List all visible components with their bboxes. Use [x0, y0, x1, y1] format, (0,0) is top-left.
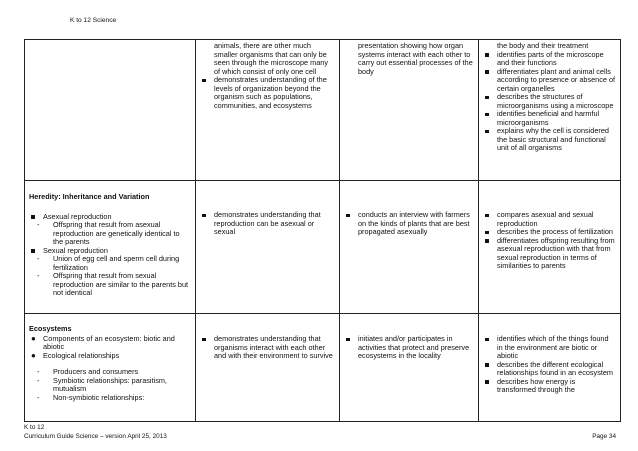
bullet-icon: [485, 96, 489, 100]
list-item: Asexual reproduction: [29, 213, 191, 222]
bullet-icon: [202, 79, 206, 83]
section-title: Heredity: Inheritance and Variation: [29, 192, 150, 201]
footer-label: K to 12: [24, 424, 45, 431]
list-item: differentiates offspring resulting from asexual reproduction with that from sexual reproduction in terms of similarities to parents: [483, 237, 616, 271]
bullet-icon: [485, 53, 489, 57]
table-row: [25, 40, 621, 181]
bullet-icon: [202, 214, 206, 218]
list-item: describes how energy is transformed through the: [483, 378, 616, 395]
footer-version: Curriculum Guide Science – version April 25, 2013: [24, 433, 167, 440]
content-cell: [25, 181, 196, 314]
bullet-icon: [485, 130, 489, 134]
list-item: explains why the cell is considered the basic structural and functional unit of all organisms: [483, 127, 616, 153]
bullet-icon: [485, 214, 489, 218]
learning-competency-cell: [479, 314, 621, 422]
list-item: - Offspring that result from sexual reproduction are similar to the parents but not identical: [37, 271, 189, 297]
bullet-icon: [31, 215, 35, 219]
content-cell: [25, 40, 196, 181]
list-item: describes the process of fertilization: [483, 228, 616, 237]
list-item: - Union of egg cell and sperm cell during fertilization: [37, 254, 180, 272]
list-item: identifies which of the things found in the environment are biotic or abiotic: [483, 335, 616, 361]
bullet-icon: [346, 338, 350, 342]
bullet-icon: [485, 363, 489, 367]
list-item: initiates and/or participates in activities that protect and preserve ecosystems in the locality: [344, 335, 474, 361]
list-item: identifies beneficial and harmful microorganisms: [483, 110, 616, 127]
bullet-icon: [485, 239, 489, 243]
bullet-icon: [346, 214, 350, 218]
list-item: conducts an interview with farmers on the kinds of plants that are best propagated asexually: [344, 211, 474, 237]
performance-standard-cell: [340, 181, 479, 314]
bullet-icon: [31, 249, 35, 253]
curriculum-table: [24, 39, 621, 422]
bullet-icon: [485, 380, 489, 384]
bullet-icon: [485, 70, 489, 74]
bullet-icon: ●: [31, 333, 36, 343]
bullet-icon: [485, 338, 489, 342]
list-item: - Non-symbiotic relationships:: [37, 392, 145, 402]
table-row: [25, 314, 621, 422]
bullet-icon: [202, 338, 206, 342]
performance-standard-text: presentation showing how organ systems interact with each other to carry out essential processes of the body: [358, 41, 473, 76]
list-item: demonstrates understanding that organisms interact with each other and with their environment to survive: [200, 335, 335, 361]
list-item: ● Ecological relationships: [31, 350, 120, 360]
list-item: ● Components of an ecosystem: biotic and abiotic: [31, 333, 175, 351]
list-item: demonstrates understanding of the levels of organization beyond the organism such as populations, communities, and ecosystems: [200, 76, 335, 110]
list-item: compares asexual and sexual reproduction: [483, 211, 616, 228]
content-standard-cell: [196, 314, 340, 422]
performance-standard-cell: [340, 314, 479, 422]
list-item: Sexual reproduction: [29, 247, 191, 256]
list-item: demonstrates understanding that reproduction can be asexual or sexual: [200, 211, 335, 237]
bullet-icon: [485, 113, 489, 117]
competency-text: the body and their treatment: [497, 41, 589, 50]
bullet-icon: [485, 231, 489, 235]
content-standard-text: animals, there are other much smaller organisms that can only be seen through the microscope many of which consist of only one cell: [214, 41, 328, 76]
list-item: describes the different ecological relationships found in an ecosystem: [483, 361, 616, 378]
performance-standard-cell: [340, 40, 479, 181]
list-item: differentiates plant and animal cells according to presence or absence of certain organelles: [483, 68, 616, 94]
page-number: Page 34: [592, 433, 616, 440]
list-item: - Producers and consumers: [37, 367, 139, 376]
list-item: - Offspring that result from asexual reproduction are genetically identical to the parents: [37, 220, 180, 246]
table-row: [25, 181, 621, 314]
section-title: Ecosystems: [29, 324, 72, 333]
content-standard-cell: [196, 181, 340, 314]
document-header: K to 12 Science: [70, 17, 117, 24]
list-item: - Symbiotic relationships: parasitism, mutualism: [37, 375, 167, 393]
content-standard-cell: [196, 40, 340, 181]
bullet-icon: ●: [31, 350, 36, 360]
list-item: identifies parts of the microscope and their functions: [483, 51, 616, 68]
content-cell: [25, 314, 196, 422]
list-item: describes the structures of microorganisms using a microscope: [483, 93, 616, 110]
learning-competency-cell: [479, 181, 621, 314]
learning-competency-cell: [479, 40, 621, 181]
